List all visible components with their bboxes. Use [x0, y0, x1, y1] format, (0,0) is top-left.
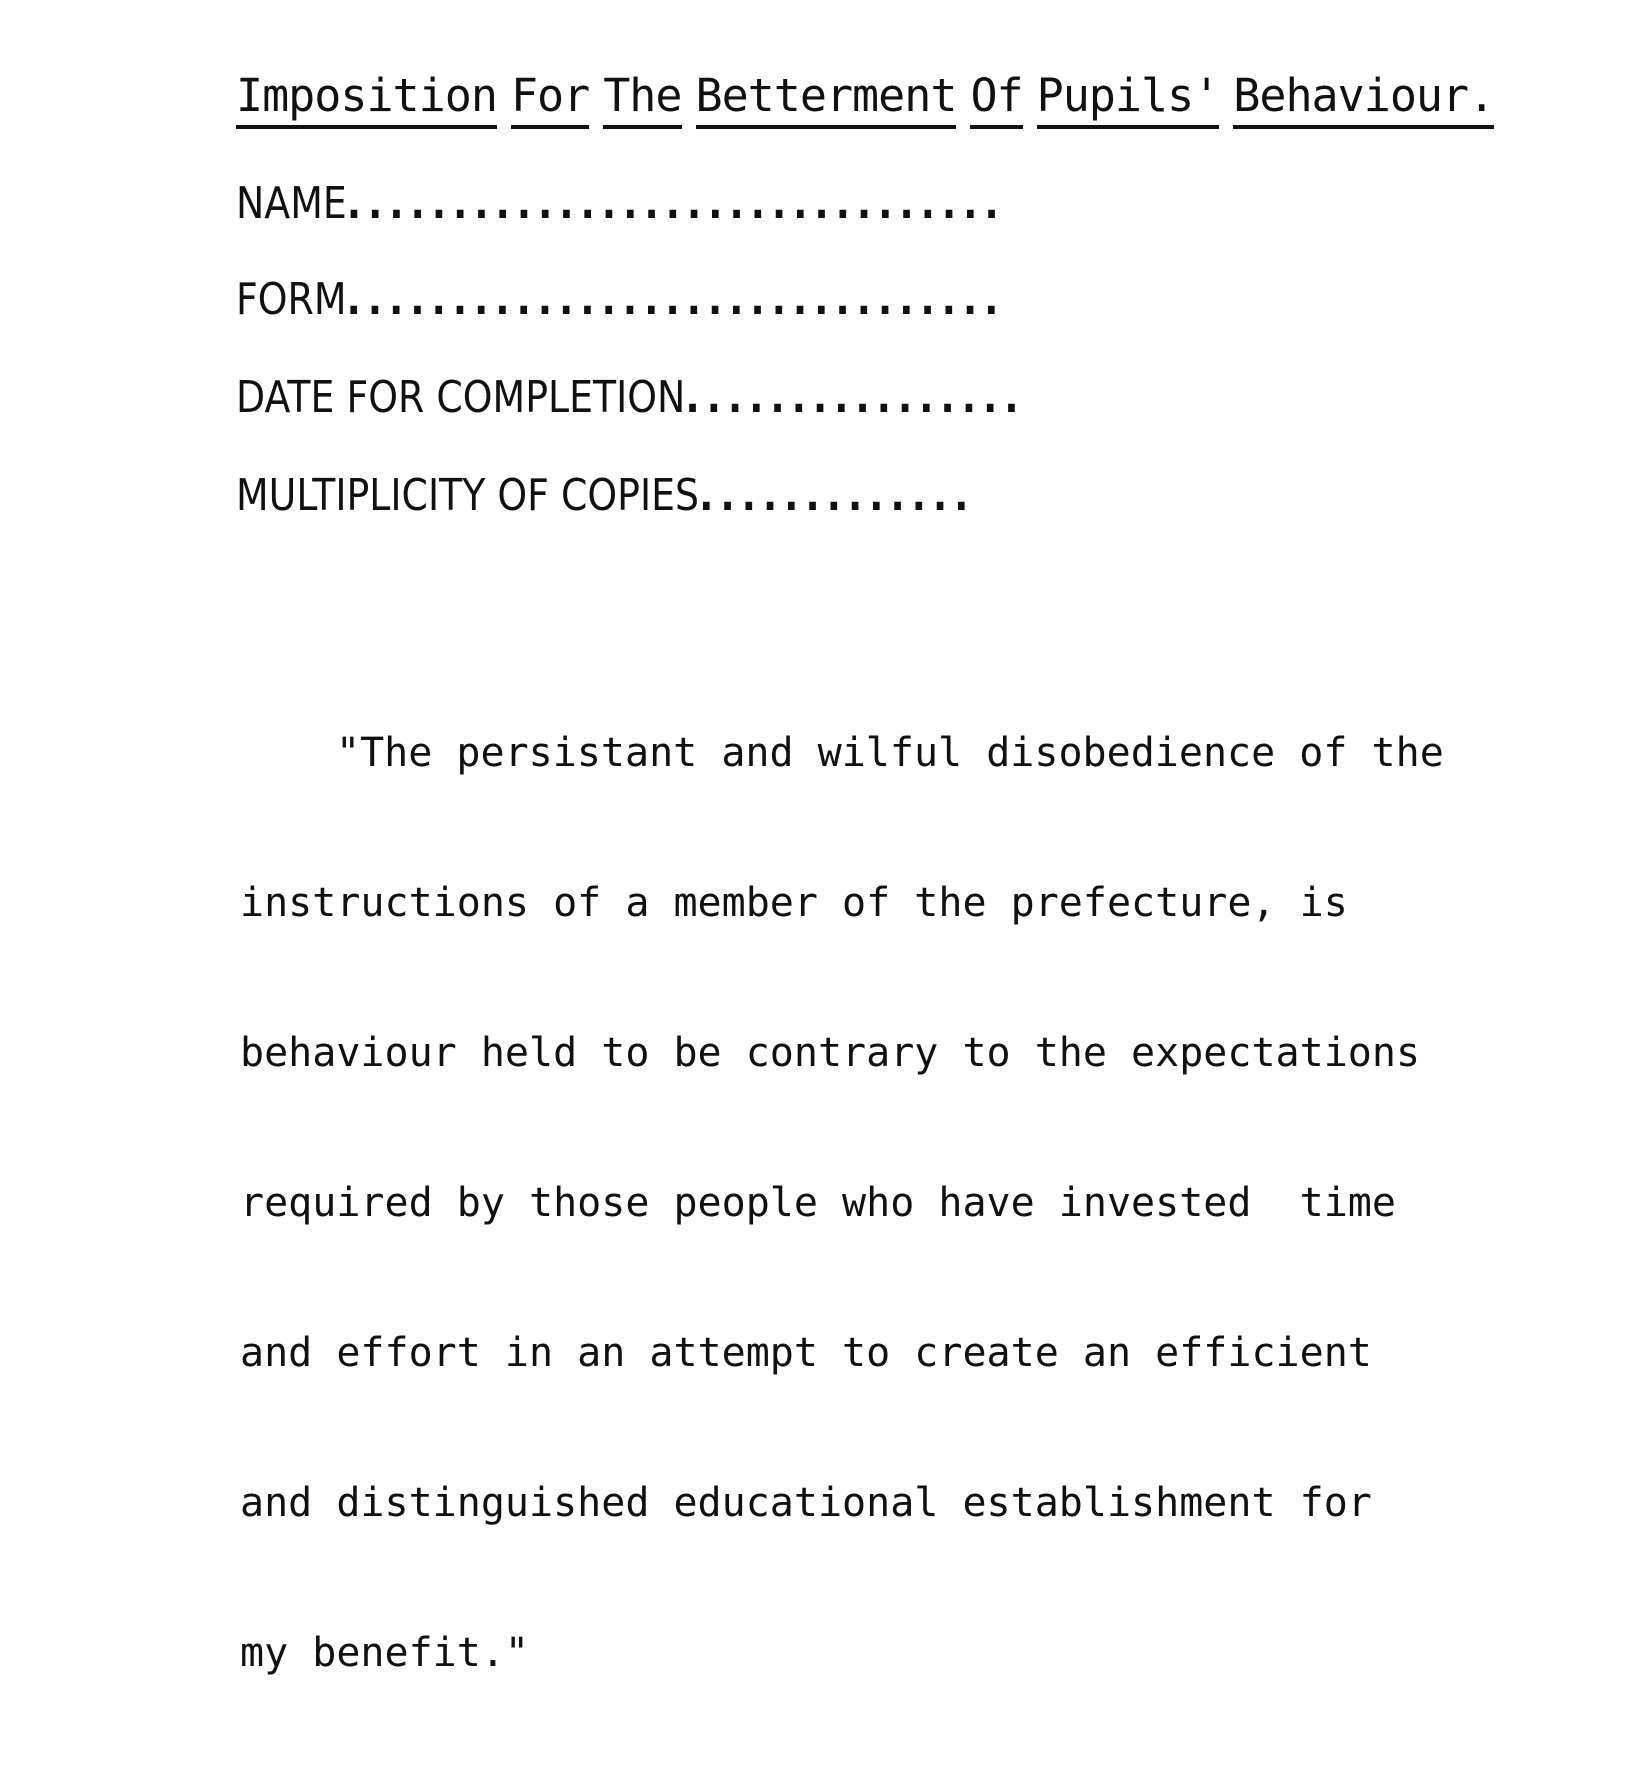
- name-label: NAME: [236, 178, 347, 229]
- multiplicity-of-copies-label: MULTIPLICITY OF COPIES: [236, 470, 700, 521]
- title-word: Imposition: [236, 68, 497, 129]
- quote-line: behaviour held to be contrary to the expectations: [240, 1030, 1421, 1076]
- quote-line: and distinguished educational establishment for: [240, 1480, 1372, 1526]
- document-title: [236, 66, 1494, 129]
- quote-line: and effort in an attempt to create an efficient: [240, 1330, 1372, 1376]
- quote-line: instructions of a member of the prefecture, is: [240, 880, 1348, 926]
- quote-line: "The persistant and wilful disobedience of the: [336, 730, 1444, 776]
- date-for-completion-field: [236, 370, 1025, 426]
- date-for-completion-label: DATE FOR COMPLETION: [236, 372, 686, 423]
- name-field: [236, 176, 1006, 232]
- multiplicity-of-copies-dots: .............: [699, 470, 976, 521]
- form-dots: ...............................: [346, 274, 1006, 325]
- title-word: Betterment: [696, 68, 957, 129]
- form-label: FORM: [236, 274, 347, 325]
- quote-line: my benefit.": [240, 1630, 529, 1676]
- name-dots: ...............................: [346, 178, 1006, 229]
- multiplicity-of-copies-field: [236, 468, 975, 524]
- quote-paragraph: [240, 628, 1540, 1778]
- form-field: [236, 272, 1005, 328]
- date-for-completion-dots: ................: [685, 372, 1026, 423]
- title-word: The: [603, 68, 681, 129]
- title-word: Behaviour.: [1233, 68, 1494, 129]
- title-word: For: [511, 68, 589, 129]
- title-word: Of: [970, 68, 1022, 129]
- quote-line: required by those people who have invested time: [240, 1180, 1396, 1226]
- title-word: Pupils': [1037, 68, 1220, 129]
